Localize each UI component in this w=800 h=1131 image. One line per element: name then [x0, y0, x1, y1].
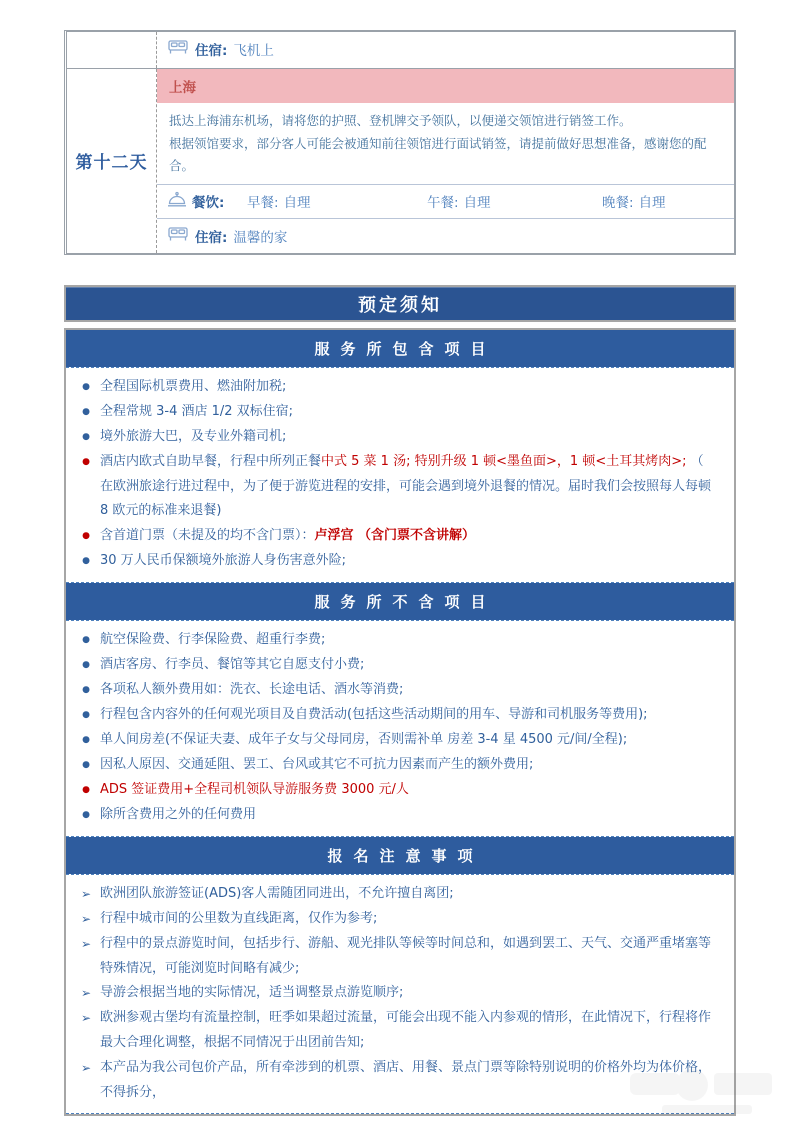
description-line: 抵达上海浦东机场，请将您的护照、登机牌交予领队，以便递交领馆进行销签工作。 — [169, 113, 632, 128]
section-heading-excluded: 服务所不含项目 — [66, 583, 734, 620]
section-heading-notes: 报名注意事项 — [66, 837, 734, 874]
bed-icon — [167, 226, 189, 246]
arrow-bullet-icon: ➢ — [80, 937, 92, 952]
arrow-bullet-icon: ➢ — [80, 986, 92, 1001]
lunch-label: 午餐: — [427, 195, 459, 211]
list-item — [72, 728, 720, 753]
excluded-list — [72, 628, 720, 828]
list-item-text: 除所含费用之外的任何费用 — [100, 807, 257, 823]
itinerary-table — [64, 30, 736, 255]
list-item — [72, 425, 720, 450]
stay-row — [157, 218, 734, 253]
list-item — [72, 678, 720, 703]
section-heading-included: 服务所包含项目 — [66, 330, 734, 367]
list-item — [72, 932, 720, 981]
bullet-dot-icon: ● — [82, 735, 90, 746]
list-item-text: 导游会根据当地的实际情况，适当调整景点游览顺序; — [100, 985, 404, 1001]
bullet-dot-icon: ● — [82, 457, 90, 467]
bed-icon — [167, 39, 189, 59]
stay-value: 温馨的家 — [233, 229, 288, 246]
list-item — [72, 778, 720, 803]
bullet-dot-icon: ● — [82, 660, 90, 671]
booking-notice-title: 预定须知 — [64, 285, 736, 322]
list-item-text: 航空保险费、行李保险费、超重行李费; — [100, 632, 326, 648]
notes-list — [72, 882, 720, 1105]
meals-row — [157, 184, 734, 218]
day-cell — [67, 69, 157, 253]
list-item — [72, 753, 720, 778]
arrow-bullet-icon: ➢ — [80, 1060, 92, 1075]
breakfast-label: 早餐: — [247, 195, 279, 211]
list-item — [72, 907, 720, 932]
list-item — [72, 400, 720, 425]
table-row-day12 — [67, 69, 734, 253]
bullet-dot-icon: ● — [82, 382, 90, 392]
list-item — [72, 703, 720, 728]
bullet-dot-icon: ● — [82, 531, 90, 542]
bullet-dot-icon: ● — [82, 710, 90, 721]
list-item — [72, 1056, 720, 1105]
bullet-dot-icon: ● — [82, 685, 90, 696]
list-item-text: 30 万人民币保额境外旅游人身伤害意外险; — [100, 553, 347, 569]
lunch-value: 自理 — [463, 195, 491, 211]
prev-day-stay-cell — [157, 32, 734, 68]
booking-notice-body — [64, 328, 736, 1116]
dinner-label: 晚餐: — [602, 195, 634, 211]
list-item-text: 因私人原因、交通延阻、罢工、台风或其它不可抗力因素而产生的额外费用; — [100, 757, 534, 773]
list-item-text: ADS 签证费用+全程司机领队导游服务费 3000 元/人 — [100, 782, 409, 798]
section-content-notes — [66, 874, 734, 1114]
arrow-bullet-icon: ➢ — [80, 1011, 92, 1026]
list-item-text: 全程国际机票费用、燃油附加税; — [100, 379, 287, 394]
day-content-cell — [157, 69, 734, 253]
list-item — [72, 375, 720, 400]
list-item — [72, 803, 720, 828]
list-item-text: 欧洲团队旅游签证(ADS)客人需随团同进出，不允许擅自离团; — [100, 886, 454, 902]
stay-value: 飞机上 — [233, 43, 274, 59]
list-item-text: 各项私人额外费用如：洗衣、长途电话、酒水等消费; — [100, 682, 404, 698]
bullet-dot-icon: ● — [82, 635, 90, 646]
section-content-excluded — [66, 620, 734, 837]
list-item-text: 行程中城市间的公里数为直线距离，仅作为参考; — [100, 911, 378, 927]
list-item — [72, 549, 720, 574]
stay-label: 住宿: — [195, 43, 228, 59]
arrow-bullet-icon: ➢ — [80, 912, 92, 927]
list-item — [72, 882, 720, 907]
list-item-text: 行程中的景点游览时间，包括步行、游船、观光排队等候等时间总和，如遇到罢工、天气、交通严重堵塞等特殊情况，可能浏览时间略有减少; — [100, 936, 712, 976]
list-item-text: 行程包含内容外的任何观光项目及自费活动(包括这些活动期间的用车、导游和司机服务等费用); — [100, 707, 648, 723]
arrow-bullet-icon: ➢ — [80, 887, 92, 902]
list-item-text: 欧洲参观古堡均有流量控制，旺季如果超过流量，可能会出现不能入内参观的情形，在此情况下，行程将作最大合理化调整，根据不同情况于出团前告知; — [100, 1010, 712, 1051]
bullet-dot-icon: ● — [82, 432, 90, 442]
list-item — [72, 524, 720, 549]
list-item-text: 全程常规 3-4 酒店 1/2 双标住宿; — [100, 404, 294, 419]
list-item-text: 本产品为我公司包价产品，所有牵涉到的机票、酒店、用餐、景点门票等除特别说明的价格外均为体价格，不得拆分， — [100, 1059, 712, 1100]
list-item-text: 单人间房差(不保证夫妻、成年子女与父母同房，否则需补单 房差 3-4 星 4500 元/间/全程); — [100, 732, 628, 748]
city-header: 上海 — [157, 69, 734, 103]
bullet-dot-icon: ● — [82, 810, 90, 821]
included-list — [72, 375, 720, 574]
bullet-dot-icon: ● — [82, 556, 90, 567]
table-row — [67, 32, 734, 69]
bullet-dot-icon: ● — [82, 760, 90, 771]
list-item — [72, 981, 720, 1006]
list-item — [72, 653, 720, 678]
day-label: 第十二天 — [75, 153, 148, 174]
list-item — [72, 628, 720, 653]
bullet-dot-icon: ● — [82, 785, 90, 796]
day-description — [157, 103, 734, 184]
bullet-dot-icon: ● — [82, 407, 90, 417]
list-item-text: 境外旅游大巴，及专业外籍司机; — [100, 429, 287, 444]
stay-label: 住宿: — [195, 229, 228, 246]
cloche-icon — [167, 191, 187, 212]
section-content-included — [66, 367, 734, 583]
list-item-text: 酒店内欧式自助早餐，行程中所列正餐中式 5 菜 1 汤; 特别升级 1 顿<墨鱼面>，1 顿<土耳其烤肉>; （ 在欧洲旅途行进过程中，为了便于游览进程的安排，可能会遇到境外退餐的情况。届时我们会按照每人每顿 8 欧元的标准来退餐) — [100, 454, 712, 519]
description-line: 根据领馆要求，部分客人可能会被通知前往领馆进行面试销签，请提前做好思想准备，感谢您的配合。 — [169, 135, 707, 173]
list-item — [72, 1006, 720, 1055]
day-cell-empty — [67, 32, 157, 68]
list-item-text: 酒店客房、行李员、餐馆等其它自愿支付小费; — [100, 657, 365, 673]
breakfast-value: 自理 — [283, 195, 311, 211]
list-item-text: 含首道门票（未提及的均不含门票）：卢浮宫 （含门票不含讲解） — [100, 528, 476, 544]
list-item — [72, 450, 720, 524]
dinner-value: 自理 — [638, 195, 666, 211]
meals-label: 餐饮: — [192, 195, 225, 211]
